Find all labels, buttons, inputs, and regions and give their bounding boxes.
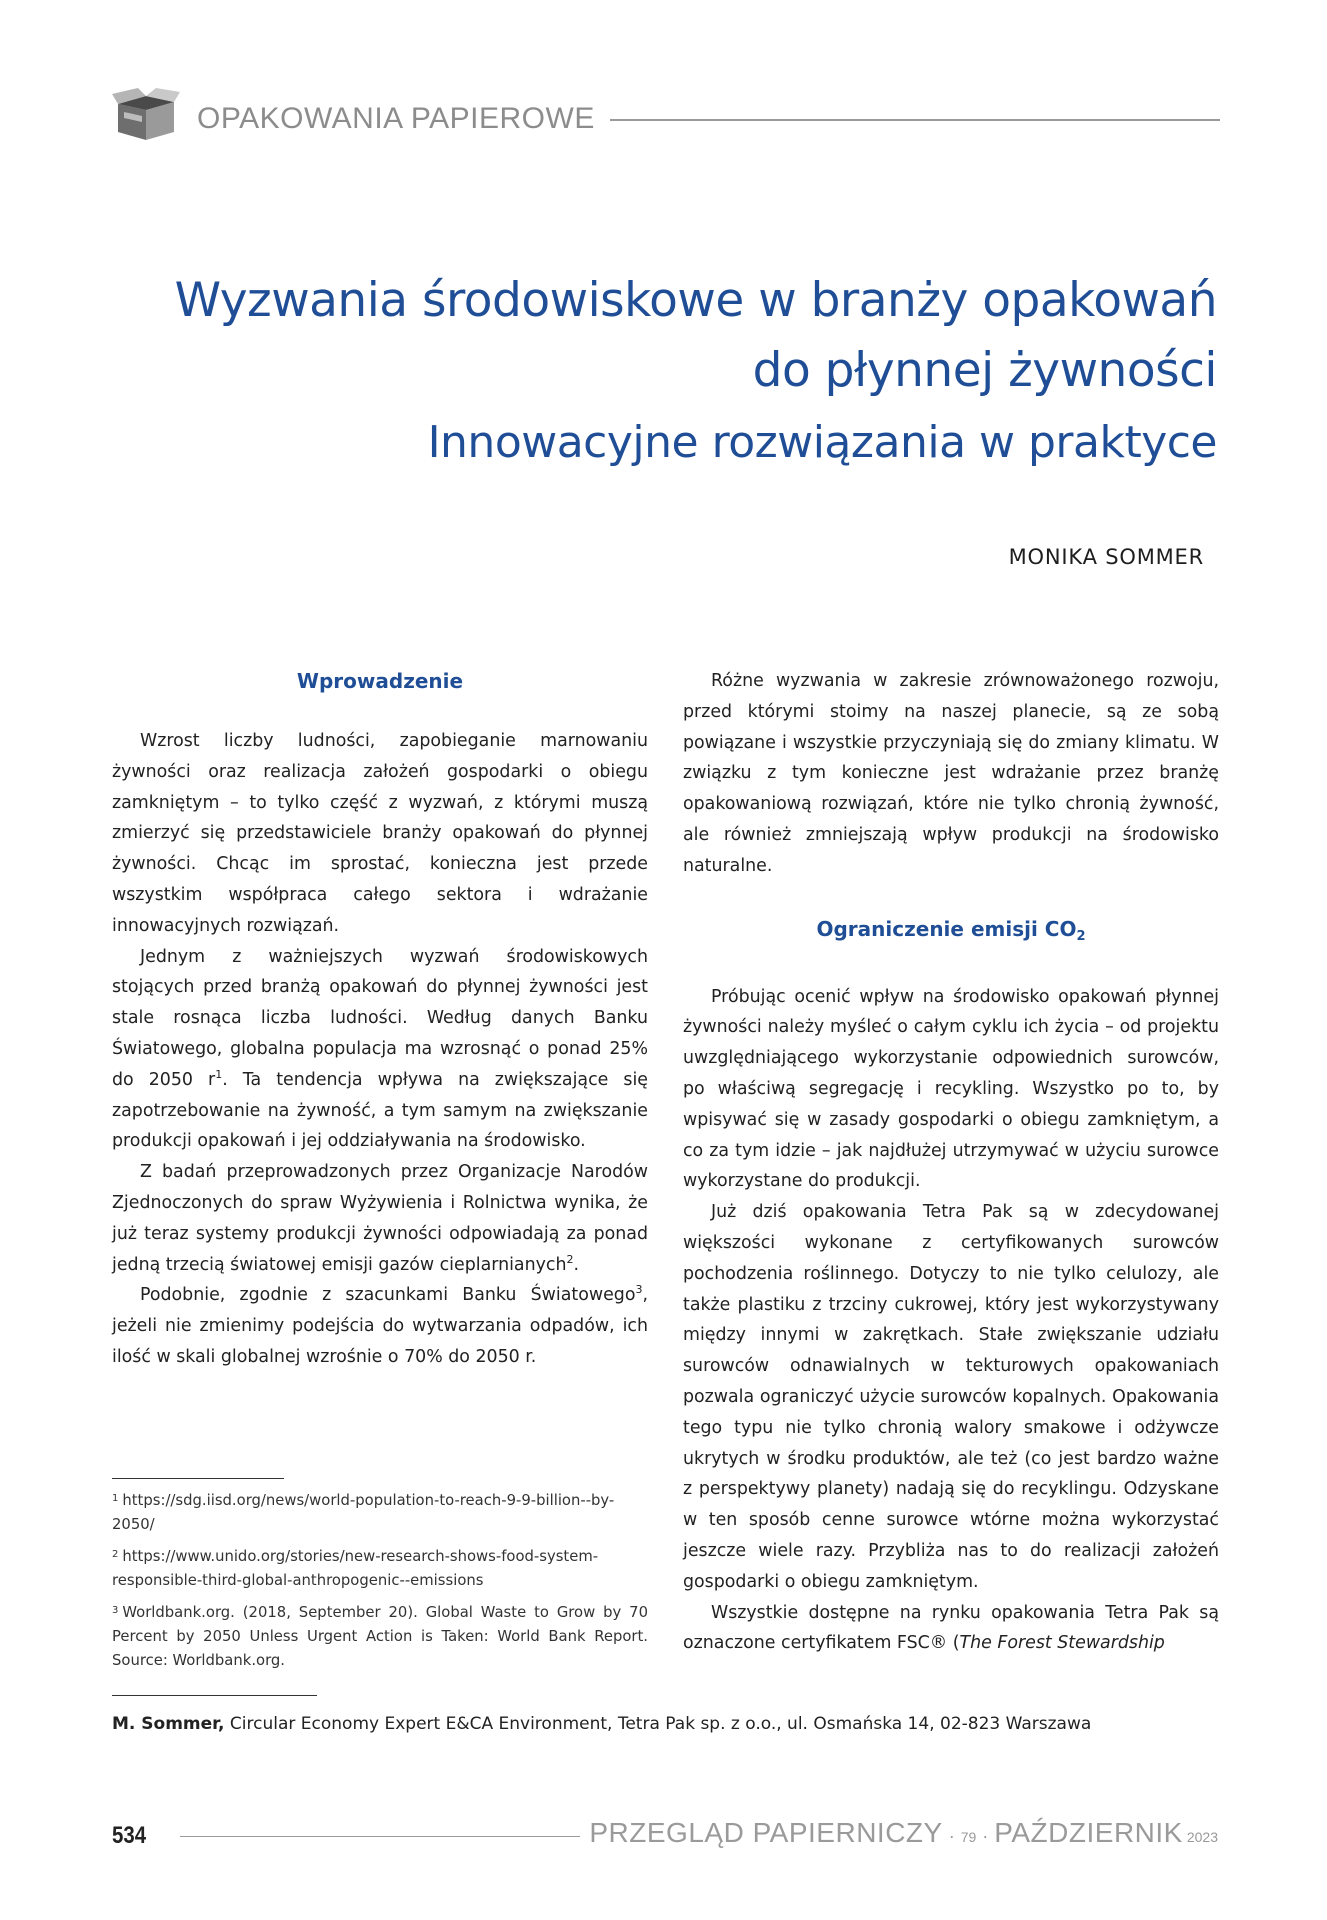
article-title-line-2: do płynnej żywności [752,343,1217,398]
paragraph: Wszystkie dostępne na rynku opakowania Tetra Pak są oznaczone certyfikatem FSC® (The Forest Stewardship [683,1602,1219,1654]
journal-name: PRZEGLĄD PAPIERNICZY [589,1817,943,1848]
left-column [112,666,648,1373]
section-heading-emissions: Ograniczenie emisji $CO_2$ [816,916,1086,944]
footnote-rule [112,1478,284,1479]
author-affiliation: M. Sommer, Circular Economy Expert E&CA Environment, Tetra Pak sp. z o.o., ul. Osmańska 14, 02-823 Warszawa [112,1714,1092,1734]
box-icon [112,88,180,142]
footnote: $^1$ https://sdg.iisd.org/news/world-population-to-reach-9-9-billion--by-2050/ [112,1492,615,1533]
footnote: $^3$ Worldbank.org. (2018, September 20). Global Waste to Grow by 70 Percent by 2050 Unless Urgent Action is Taken: World Bank Report. Source: Worldbank.org. [112,1604,648,1669]
paragraph: Wzrost liczby ludności, zapobieganie marnowaniu żywności oraz realizacja założeń gospodarki o obiegu zamkniętym – to tylko część z wyzwań, z którymi muszą zmierzyć się przedstawiciele branży opakowań do płynnej żywności. Chcąc im sprostać, konieczna jest przede wszystkim współpraca całego sektora i wdrażanie innowacyjnych rozwiązań. [112,731,648,936]
article-subtitle: Innowacyjne rozwiązania w praktyce [427,417,1217,468]
footnote: $^2$ https://www.unido.org/stories/new-research-shows-food-system-responsible-third-global-anthropogenic--emissions [112,1548,599,1589]
footnote-link[interactable]: https://sdg.iisd.org/news/world-population-to-reach-9-9-billion--by-2050/ [112,1492,615,1533]
author-name: MONIKA SOMMER [1008,545,1204,569]
paragraph: Z badań przeprowadzonych przez Organizacje Narodów Zjednoczonych do spraw Wyżywienia i Rolnictwa wynika, że już teraz systemy produkcji żywności odpowiadają za ponad jedną trzecią światowej emisji gazów cieplarnianych$^2$. [112,1162,648,1275]
paragraph: Różne wyzwania w zakresie zrównoważonego rozwoju, przed którymi stoimy na naszej planecie, są ze sobą powiązane i wszystkie przyczyniają się do zmiany klimatu. W związku z tym konieczne jest wdrażanie przez branżę opakowaniową rozwiązań, które nie tylko chronią żywność, ale również zmniejszają wpływ produkcji na środowisko naturalne. [683,671,1219,876]
journal-month: PAŹDZIERNIK [994,1817,1183,1848]
page-number: 534 [112,1822,147,1849]
footnote-ref[interactable]: 2 [566,1252,574,1266]
footnotes [112,1487,648,1679]
section-heading-introduction: Wprowadzenie [296,669,464,693]
footnote-link[interactable]: https://www.unido.org/stories/new-research-shows-food-system-responsible-third-global-anthropogenic--emissions [112,1548,599,1589]
affiliation-rule [112,1695,317,1696]
article-title-line-1: Wyzwania środowiskowe w branży opakowań [174,273,1217,328]
right-column [683,666,1219,1659]
section-label: OPAKOWANIA PAPIEROWE [197,102,595,135]
paragraph: Jednym z ważniejszych wyzwań środowiskowych stojących przed branżą opakowań do płynnej żywności jest stale rosnąca liczba ludności. Według danych Banku Światowego, globalna populacja ma wzrosnąć o ponad 25% do 2050 $r^1$. Ta tendencja wpływa na zwiększające się zapotrzebowanie na żywność, a tym samym na zwiększanie produkcji opakowań i jej oddziaływania na środowisko. [112,946,648,1152]
paragraph: Podobnie, zgodnie z szacunkami Banku Światowego$^3$, jeżeli nie zmienimy podejścia do wytwarzania odpadów, ich ilość w skali globalnej wzrośnie o 70% do 2050 r. [112,1283,648,1367]
footer-rule [180,1836,580,1837]
paragraph: Próbując ocenić wpływ na środowisko opakowań płynnej żywności należy myśleć o całym cyklu ich życia – od projektu uwzględniającego wykorzystanie odpowiednich surowców, po właściwą segregację i recykling. Wszystko po to, by wpisywać się w zasady gospodarki o obiegu zamkniętym, a co za tym idzie – jak najdłużej utrzymywać w użyciu surowce wykorzystane do produkcji. [683,986,1219,1192]
journal-footer: PRZEGLĄD PAPIERNICZY · 79 · PAŹDZIERNIK 2023 [589,1817,1218,1848]
journal-volume: 79 [960,1829,977,1845]
paragraph: Już dziś opakowania Tetra Pak są w zdecydowanej większości wykonane z certyfikowanych surowców pochodzenia roślinnego. Dotyczy to nie tylko celulozy, ale także plastiku z trzciny cukrowej, który jest wykorzystywany między innymi w zakrętkach. Stałe zwiększanie udziału surowców odnawialnych w tekturowych opakowaniach pozwala ograniczyć użycie surowców kopalnych. Opakowania tego typu nie tylko chronią walory smakowe i odżywcze ukrytych w środku produktów, ale też (co jest bardzo ważne z perspektywy planety) nadają się do recyklingu. Odzyskane w ten sposób cenne surowce wtórne można wykorzystać jeszcze wiele razy. Przybliża nas to do realizacji założeń gospodarki o obiegu zamkniętym. [683,1202,1219,1592]
footnote-ref[interactable]: 3 [635,1283,643,1297]
journal-year: 2023 [1186,1829,1218,1845]
footnote-ref[interactable]: 1 [215,1067,223,1081]
footnote-text: Worldbank.org. (2018, September 20). Global Waste to Grow by 70 Percent by 2050 Unless Urgent Action is Taken: World Bank Report. Source: Worldbank.org. [112,1604,648,1669]
header-rule [610,119,1220,121]
